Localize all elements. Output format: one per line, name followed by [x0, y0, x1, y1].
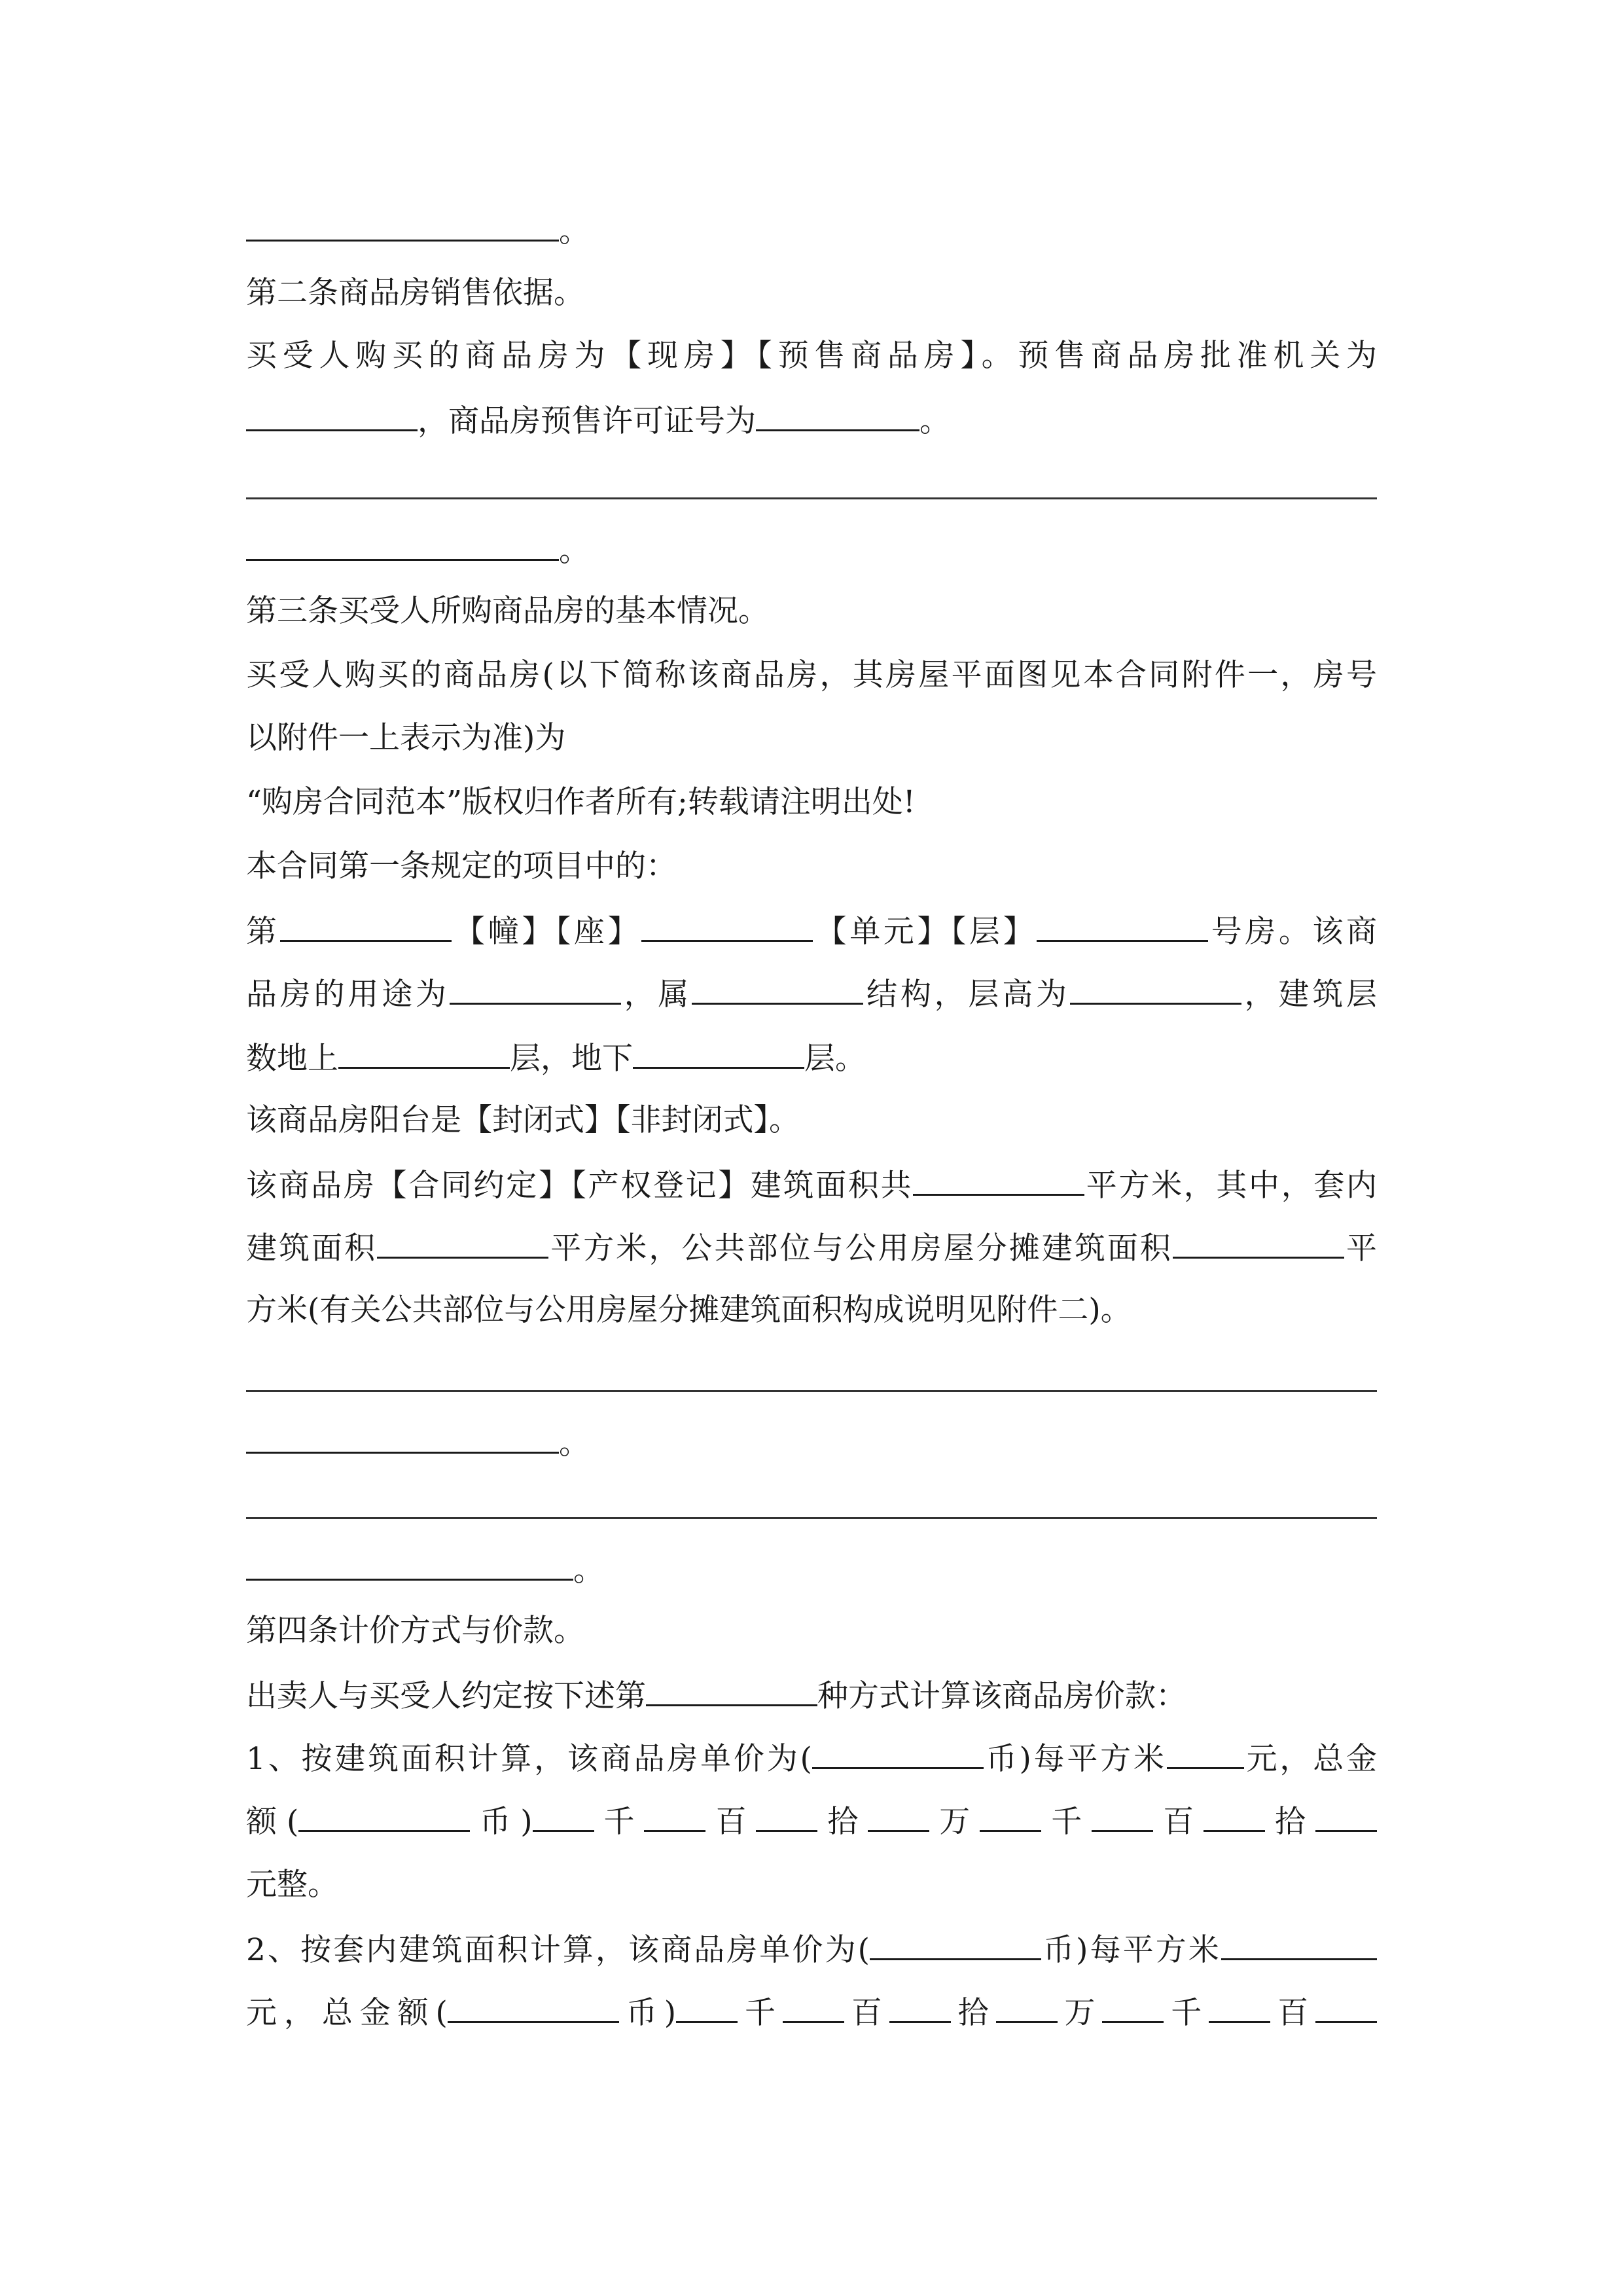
blank — [1102, 1992, 1164, 2023]
article-3-room-line: 第 【幢】【座】 【单元】【层】 号房。该商 — [246, 911, 1377, 952]
blank — [1037, 911, 1208, 942]
blank — [1167, 1738, 1244, 1769]
blank — [280, 911, 452, 942]
blank — [450, 974, 621, 1005]
article-3-text-3: 本合同第一条规定的项目中的： — [246, 848, 677, 884]
full-blank-rule — [246, 1517, 1377, 1519]
blank — [812, 1738, 984, 1769]
blank — [1315, 1992, 1377, 2023]
blank — [756, 1801, 817, 1832]
article-4-heading: 第四条计价方式与价款。 — [246, 1613, 584, 1649]
blank — [1315, 1801, 1377, 1832]
blank — [633, 1038, 804, 1069]
blank — [1173, 1228, 1344, 1259]
blank — [870, 1929, 1041, 1960]
article-3-area-line-3: 方米(有关公共部位与公用房屋分摊建筑面积构成说明见附件二)。 — [246, 1292, 1132, 1328]
blank — [980, 1801, 1041, 1832]
full-blank-rule — [246, 1390, 1377, 1392]
blank — [246, 530, 559, 561]
article-3-heading: 第三条买受人所购商品房的基本情况。 — [246, 593, 769, 629]
blank — [692, 974, 863, 1005]
blank — [868, 1801, 929, 1832]
article-3-area-line-2: 建筑面积 平方米，公共部位与公用房屋分摊建筑面积 平 — [246, 1228, 1377, 1268]
article-4-method-1-end: 元整。 — [246, 1867, 338, 1903]
article-3-usage-line: 品房的用途为 ，属 结构，层高为 ，建筑层 — [246, 974, 1377, 1014]
blank — [913, 1165, 1084, 1196]
article-4-method-1: 1、按建筑面积计算，该商品房单价为( 币)每平方米 元，总金 — [246, 1738, 1377, 1779]
blank-line-5: 。 — [246, 530, 1377, 571]
blank-line-19: 。 — [246, 1423, 1377, 1463]
blank — [298, 1801, 470, 1832]
blank — [338, 1038, 510, 1069]
blank — [1092, 1801, 1153, 1832]
article-2-text-2: ，商品房预售许可证号为 。 — [246, 401, 1377, 441]
blank — [246, 1423, 559, 1454]
article-3-text-2: 以附件一上表示为准)为 — [246, 720, 566, 756]
blank — [644, 1801, 705, 1832]
blank — [676, 1992, 738, 2023]
blank-line-21: 。 — [246, 1550, 1377, 1590]
blank — [1070, 974, 1241, 1005]
article-3-text-1: 买受人购买的商品房(以下简称该商品房，其房屋平面图见本合同附件一，房号 — [246, 657, 1377, 693]
blank — [1204, 1801, 1265, 1832]
article-4-text-1: 出卖人与买受人约定按下述第 种方式计算该商品房价款： — [246, 1676, 1377, 1716]
blank — [448, 1992, 619, 2023]
blank — [246, 211, 559, 242]
article-2-heading: 第二条商品房销售依据。 — [246, 275, 584, 311]
article-3-floors-line: 数地上 层，地下 层。 — [246, 1038, 1377, 1079]
article-2-text-1: 买受人购买的商品房为【现房】【预售商品房】。预售商品房批准机关为 — [246, 338, 1377, 374]
article-3-area-line-1: 该商品房【合同约定】【产权登记】建筑面积共 平方米，其中，套内 — [246, 1165, 1377, 1206]
article-4-method-2-amount: 元，总金额( 币) 千 百 拾 万 千 百 — [246, 1992, 1377, 2033]
article-4-method-2: 2、按套内建筑面积计算，该商品房单价为( 币)每平方米 — [246, 1929, 1377, 1970]
blank — [641, 911, 813, 942]
blank — [377, 1228, 548, 1259]
blank — [756, 401, 919, 431]
blank — [246, 401, 418, 431]
blank — [533, 1801, 594, 1832]
article-4-method-1-amount: 额( 币) 千 百 拾 万 千 百 拾 — [246, 1801, 1377, 1842]
blank — [783, 1992, 844, 2023]
blank-line-0: 。 — [246, 211, 1377, 251]
blank — [246, 1550, 573, 1581]
full-blank-rule — [246, 497, 1377, 499]
article-3-balcony: 该商品房阳台是【封闭式】【非封闭式】。 — [246, 1102, 800, 1138]
blank — [646, 1676, 817, 1706]
blank — [1209, 1992, 1270, 2023]
blank — [996, 1992, 1058, 2023]
blank — [889, 1992, 951, 2023]
copyright-notice: “购房合同范本”版权归作者所有;转载请注明出处! — [246, 784, 916, 820]
blank — [1221, 1929, 1377, 1960]
